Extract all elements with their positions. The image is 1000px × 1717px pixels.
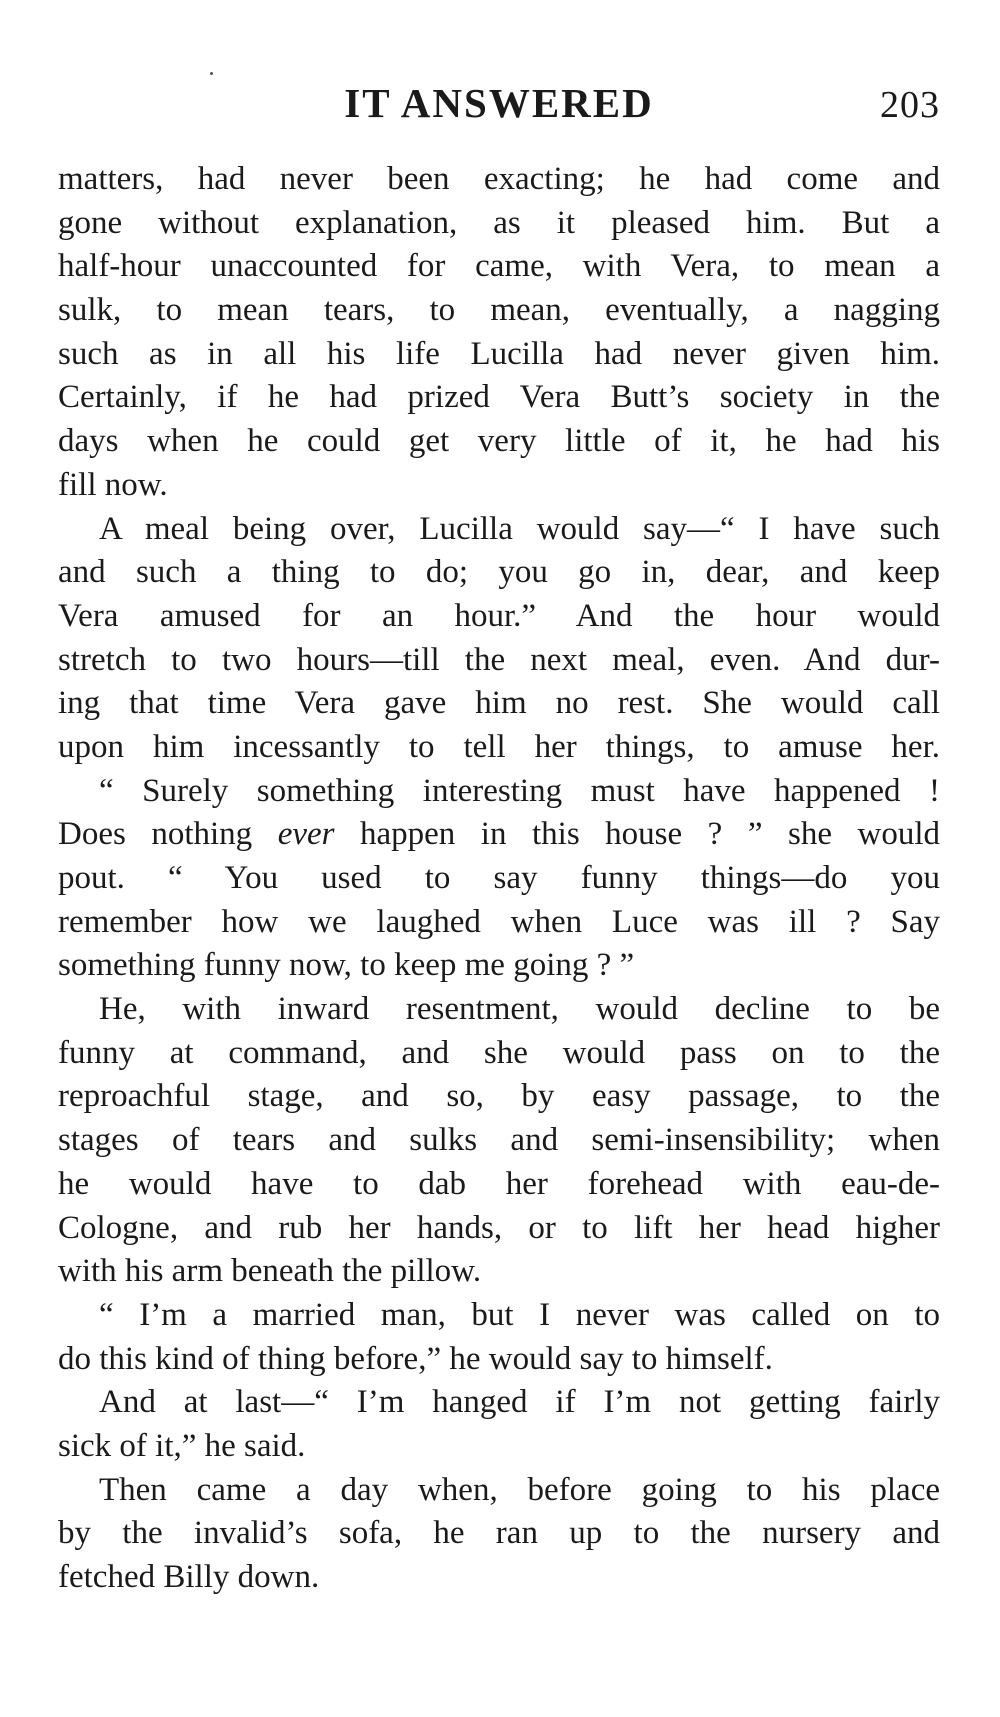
text-line: something funny now, to keep me going ? ” <box>58 947 635 984</box>
text-line: Certainly, if he had prized Vera Butt’s society in the <box>58 379 940 416</box>
text-line: pout. “ You used to say funny things—do you <box>58 860 940 896</box>
text-line: such as in all his life Lucilla had never given him. <box>58 335 940 372</box>
running-head <box>58 78 940 128</box>
text-line: do this kind of thing before,” he would say to himself. <box>58 1340 773 1377</box>
emphasis-ever: ever <box>277 816 335 853</box>
text-line: reproachful stage, and so, by easy passage, to the <box>58 1078 940 1115</box>
text-line: funny at command, and she would pass on to the <box>58 1034 940 1071</box>
text-line: Vera amused for an hour.” And the hour would <box>58 597 940 634</box>
text-line: and such a thing to do; you go in, dear, and keep <box>58 554 940 591</box>
text-line: He, with inward resentment, would decline to be <box>99 991 940 1028</box>
text-line: he would have to dab her forehead with eau-de- <box>58 1165 940 1202</box>
text-line: days when he could get very little of it, he had his <box>58 423 940 460</box>
text-line: ing that time Vera gave him no rest. She would call <box>58 685 940 722</box>
text-line: fill now. <box>58 466 168 503</box>
text-line: sulk, to mean tears, to mean, eventually, a nagging <box>58 292 940 329</box>
text-line: upon him incessantly to tell her things, to amuse her. <box>58 728 940 765</box>
text-line: fetched Billy down. <box>58 1559 320 1595</box>
text-line: with his arm beneath the pillow. <box>58 1253 482 1290</box>
text-line: Then came a day when, before going to his place <box>99 1471 940 1508</box>
text-line: “ Surely something interesting must have happened ! <box>99 772 940 809</box>
text-line: gone without explanation, as it pleased him. But a <box>58 204 940 241</box>
body-text <box>58 158 940 1600</box>
text-line: Cologne, and rub her hands, or to lift her head higher <box>58 1209 940 1246</box>
print-speck <box>210 72 213 75</box>
text-line: “ I’m a married man, but I never was called on to <box>99 1296 940 1333</box>
text-line: A meal being over, Lucilla would say—“ I have such <box>99 510 940 547</box>
text-line: half-hour unaccounted for came, with Vera, to mean a <box>58 248 940 285</box>
page-number: 203 <box>880 84 940 126</box>
text-line: stretch to two hours—till the next meal, even. And dur- <box>58 641 940 678</box>
text-line: stages of tears and sulks and semi-insensibility; when <box>58 1122 940 1159</box>
text-line: Does nothing ever happen in this house ? ” she would <box>58 816 940 853</box>
chapter-title: IT ANSWERED <box>344 80 654 126</box>
text-line: matters, had never been exacting; he had come and <box>58 161 940 197</box>
text-line: And at last—“ I’m hanged if I’m not getting fairly <box>99 1384 940 1421</box>
text-line: remember how we laughed when Luce was ill ? Say <box>58 903 940 940</box>
text-line: by the invalid’s sofa, he ran up to the nursery and <box>58 1515 940 1552</box>
text-line: sick of it,” he said. <box>58 1427 306 1464</box>
